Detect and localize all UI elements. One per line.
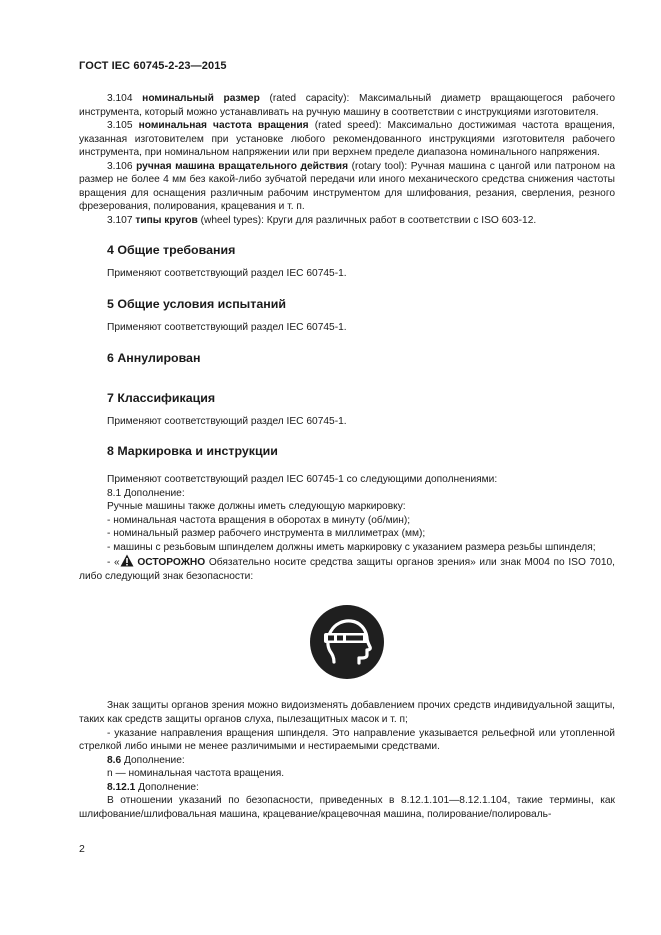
list-item: - номинальный размер рабочего инструмента в миллиметрах (мм); (107, 528, 426, 540)
definition-3-104 (79, 92, 615, 119)
document-header: ГОСТ IEC 60745-2-23—2015 (79, 60, 227, 72)
section-5-text: Применяют соответствующий раздел IEC 60745-1. (107, 322, 347, 334)
definition-3-106 (79, 160, 615, 214)
warning-list-item: - « ОСТОРОЖНО Обязательно носите средства защиты органов зрения» или знак M004 по ISO 7010, либо следующий знак безопасности: (79, 554, 615, 583)
eye-protection-sign-icon (310, 605, 384, 679)
definition-text: (rotary tool): Ручная машина с цангой или патроном на размер не более 4 мм без какой-либо зубчатой передачи или иного механического средства снижения частоты вращения для оснащения различным рабочим инструментом для шлифования, резания, сверления, резного фрезерования, полирования, крацевания и т. п. (79, 160, 615, 213)
section-8-intro: Применяют соответствующий раздел IEC 60745-1 со следующими дополнениями: (107, 474, 498, 486)
term: номинальный размер (142, 93, 260, 104)
section-4-text: Применяют соответствующий раздел IEC 60745-1. (107, 268, 347, 280)
clause-8-6-addition: 8.6 Дополнение: (107, 754, 185, 766)
clause-number: 3.107 (107, 214, 133, 226)
section-5-heading: 5 Общие условия испытаний (107, 297, 286, 312)
safety-terms-paragraph: В отношении указаний по безопасности, приведенных в 8.12.1.101—8.12.1.104, такие термины, как шлифование/шлифовальная машина, крацевание/крацевочная машина, полирование/полироваль- (79, 795, 615, 820)
list-item: - указание направления вращения шпинделя. Это направление указывается рельефной или утопленной стрелкой либо иными не менее различимыми и нестираемыми средствами. (79, 727, 615, 753)
warning-word: ОСТОРОЖНО (137, 557, 206, 569)
term: номинальная частота вращения (138, 120, 309, 132)
definition-3-105 (79, 119, 615, 160)
sign-note: Знак защиты органов зрения можно видоизменять добавлением прочих средств индивидуальной защиты, таких как средств защиты органов слуха, пылезащитных масок и т. п; (79, 700, 615, 726)
term: ручная машина вращательного действия (136, 160, 349, 172)
marking-requirement: Ручные машины также должны иметь следующую маркировку: (107, 501, 406, 513)
clause-number: 3.105 (107, 120, 133, 132)
section-4-heading: 4 Общие требования (107, 243, 236, 258)
clause-number: 3.104 (107, 93, 133, 104)
section-7-heading: 7 Классификация (107, 390, 216, 405)
warning-triangle-icon (120, 554, 134, 567)
definition-3-107 (79, 214, 615, 228)
list-item: - машины с резьбовым шпинделем должны иметь маркировку с указанием размера резьбы шпинделя; (107, 541, 596, 553)
section-6-heading: 6 Аннулирован (107, 350, 201, 365)
clause-8-12-1-addition: 8.12.1 Дополнение: (107, 781, 199, 793)
section-7-text: Применяют соответствующий раздел IEC 60745-1. (107, 415, 347, 427)
definition-text: (rated capacity): Максимальный диаметр вращающегося рабочего инструмента, который можно устанавливать на ручную машину в соответствии с инструкциями изготовителя. (79, 93, 615, 118)
definition-text: (rated speed): Максимально достижимая частота вращения, указанная изготовителем при установке любого рекомендованного инструкциями изготовителя рабочего инструмента, при номинальном напряжении или при верхнем пределе диапазона номинального напряжения. (79, 120, 615, 159)
list-item: - номинальная частота вращения в оборотах в минуту (об/мин); (107, 514, 411, 526)
page-content (79, 92, 615, 821)
section-8-heading: 8 Маркировка и инструкции (107, 444, 278, 459)
term: типы кругов (135, 214, 198, 226)
n-definition: n — номинальная частота вращения. (107, 768, 285, 780)
page-number: 2 (79, 843, 85, 855)
definition-text: (wheel types): Круги для различных работ в соответствии с ISO 603-12. (197, 214, 537, 226)
clause-number: 3.106 (107, 160, 133, 172)
clause-8-1-addition: 8.1 Дополнение: (107, 487, 185, 499)
